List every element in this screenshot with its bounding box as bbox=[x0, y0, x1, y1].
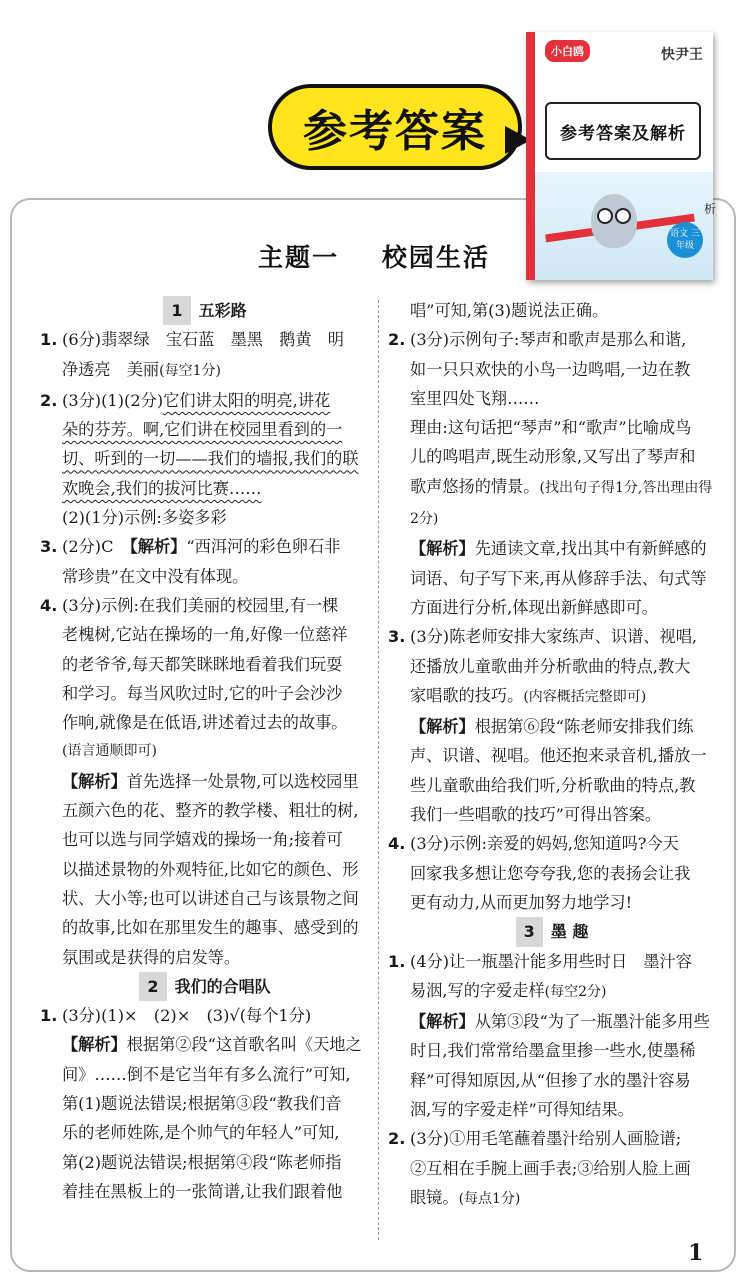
score-note: (每点1分) bbox=[458, 1190, 521, 1207]
analysis-text: 状、大小等;也可以讲述自己与该景物之间 bbox=[62, 888, 359, 908]
analysis-tag: 【解析】 bbox=[410, 717, 475, 737]
bird-eye-icon bbox=[597, 208, 613, 224]
question-number: 4. bbox=[388, 834, 406, 854]
answer-line: (3分)示例:亲爱的妈妈,您知道吗?今天 bbox=[410, 834, 679, 854]
section-heading bbox=[40, 296, 370, 325]
answer-line: 家唱歌的技巧。 bbox=[410, 685, 524, 705]
question-number: 3. bbox=[40, 537, 58, 557]
analysis-text: 方面进行分析,体现出新鲜感即可。 bbox=[410, 597, 658, 617]
analysis-tag: 【解析】 bbox=[62, 1035, 127, 1055]
analysis-tag: 【解析】 bbox=[410, 539, 475, 559]
analysis-text: 从第③段“为了一瓶墨汁能多用些 bbox=[474, 1012, 710, 1032]
section-heading bbox=[388, 917, 716, 946]
answer-line: (2)(1分)示例:多姿多彩 bbox=[62, 508, 227, 528]
answer-line: 更有动力,从而更加努力地学习! bbox=[410, 892, 633, 912]
answer-line: 理由:这句话把“琴声”和“歌声”比喻成鸟 bbox=[410, 418, 692, 438]
book-title: 参考答案及解析 bbox=[560, 123, 686, 144]
answer-text: (2分)C bbox=[62, 537, 114, 557]
page-title: 主题一 校园生活 bbox=[258, 243, 490, 272]
score-note: (语言通顺即可) bbox=[62, 743, 157, 760]
analysis-text: 的故事,比如在那里发生的趣事、感受到的 bbox=[62, 918, 359, 938]
answer-line: 回家我多想让您夸夸我,您的表扬会让我 bbox=[410, 863, 691, 883]
answer-line: 净透亮 美丽 bbox=[62, 359, 160, 379]
analysis-text: 词语、句子写下来,再从修辞手法、句式等 bbox=[410, 568, 707, 588]
left-column bbox=[40, 296, 370, 1206]
analysis-text: “西洱河的彩色卵石非 bbox=[186, 537, 341, 557]
analysis-text: 也可以选与同学嬉戏的操场一角;接着可 bbox=[62, 830, 343, 850]
question-number: 1. bbox=[40, 1006, 58, 1026]
answer-line: (3分)(1)× (2)× (3)√(每个1分) bbox=[62, 1006, 312, 1026]
analysis-text: 氛围或是获得的启发等。 bbox=[62, 947, 241, 967]
answer-line: 和学习。每当风吹过时,它的叶子会沙沙 bbox=[62, 683, 343, 703]
section-name: 五彩路 bbox=[198, 301, 247, 320]
question-item bbox=[388, 947, 716, 1125]
answer-line: 室里四处飞翔…… bbox=[410, 388, 540, 408]
analysis-text: 以描述景物的外观特征,比如它的颜色、形 bbox=[62, 859, 359, 879]
question-number: 2. bbox=[388, 330, 406, 350]
book-illustration bbox=[535, 172, 713, 280]
question-item bbox=[40, 532, 370, 591]
question-item bbox=[388, 622, 716, 829]
score-note: (每空2分) bbox=[544, 983, 607, 1000]
book-logo: 小白鸥 bbox=[545, 40, 590, 62]
analysis-tag: 【解析】 bbox=[62, 771, 127, 791]
answer-line: ②互相在手腕上画手表;③给别人脸上画 bbox=[410, 1158, 691, 1178]
answer-line: (3分)①用毛笔蘸着墨汁给别人画脸谱; bbox=[410, 1129, 682, 1149]
answer-line: (4分)让一瓶墨汁能多用些时日 墨汁容 bbox=[410, 951, 692, 971]
question-item bbox=[40, 591, 370, 972]
answer-line: 老槐树,它站在操场的一角,好像一位慈祥 bbox=[62, 625, 348, 645]
column-divider bbox=[378, 300, 379, 1240]
book-subject-badge: 语文 三年级 bbox=[667, 222, 703, 258]
analysis-text: 唱”可知,第(3)题说法正确。 bbox=[410, 301, 609, 320]
section-number: 2 bbox=[139, 972, 166, 1001]
analysis-text: 我们一些唱歌的技巧”可得出答案。 bbox=[410, 805, 662, 825]
analysis-text: 常珍贵”在文中没有体现。 bbox=[62, 566, 249, 586]
answer-line: 如一只只欢快的小鸟一边鸣唱,一边在教 bbox=[410, 359, 691, 379]
analysis-tag: 【解析】 bbox=[410, 1012, 475, 1032]
answer-line: 儿的鸣唱声,既生动形象,又写出了琴声和 bbox=[410, 447, 696, 467]
analysis-text: 五颜六色的花、整齐的教学楼、粗壮的树, bbox=[62, 801, 359, 821]
question-number: 1. bbox=[40, 330, 58, 350]
answer-line: 易洇,写的字爱走样 bbox=[410, 980, 545, 1000]
analysis-text: 乐的老师姓陈,是个帅气的年轻人”可知, bbox=[62, 1123, 340, 1143]
analysis-text: 根据第⑥段“陈老师安排我们练 bbox=[474, 717, 694, 737]
section-name: 我们的合唱队 bbox=[174, 976, 271, 996]
answer-prefix: (3分)(1)(2分) bbox=[62, 390, 164, 410]
right-column bbox=[388, 296, 716, 1214]
wavy-underlined-text: 朵的芬芳。啊,它们讲在校园里看到的一 bbox=[62, 420, 343, 440]
answer-line: (6分)翡翠绿 宝石蓝 墨黑 鹅黄 明 bbox=[62, 330, 344, 350]
analysis-text: 声、识谱、视唱。他还抱来录音机,播放一 bbox=[410, 746, 707, 766]
book-header bbox=[535, 32, 713, 104]
wavy-underlined-text: 切、听到的一切——我们的墙报,我们的联 bbox=[62, 449, 359, 469]
banner-title: 参考答案 bbox=[303, 106, 487, 157]
book-brand: 快尹王 bbox=[661, 47, 703, 63]
answer-line: 的老爷爷,每天都笑眯眯地看着我们玩耍 bbox=[62, 654, 343, 674]
question-number: 1. bbox=[388, 951, 406, 971]
question-item bbox=[388, 325, 716, 622]
score-note: (内容概括完整即可) bbox=[523, 688, 647, 705]
section-name: 墨 趣 bbox=[550, 922, 589, 942]
question-item bbox=[388, 1124, 716, 1214]
question-item bbox=[40, 1001, 370, 1206]
answer-line: (3分)陈老师安排大家练声、识谱、视唱, bbox=[410, 627, 698, 647]
question-number: 2. bbox=[40, 390, 58, 410]
section-number: 3 bbox=[516, 917, 543, 946]
question-item bbox=[40, 325, 370, 386]
page-number: 1 bbox=[688, 1240, 704, 1266]
analysis-text: 些儿童歌曲给我们听,分析歌曲的特点,教 bbox=[410, 775, 696, 795]
answer-line: 眼镜。 bbox=[410, 1187, 459, 1207]
question-number: 2. bbox=[388, 1129, 406, 1149]
section-number: 1 bbox=[163, 296, 190, 325]
answer-line: (3分)示例句子:琴声和歌声是那么和谐, bbox=[410, 330, 687, 350]
question-number: 3. bbox=[388, 627, 406, 647]
analysis-text: 释”可得知原因,从“但掺了水的墨汁容易 bbox=[410, 1070, 691, 1090]
wavy-underlined-text: 欢晚会,我们的拔河比赛…… bbox=[62, 478, 262, 498]
answer-line: 歌声悠扬的情景。 bbox=[410, 476, 540, 496]
bird-mascot-icon bbox=[591, 194, 637, 248]
side-text: 析 bbox=[704, 202, 717, 216]
answer-line: 还播放儿童歌曲并分析歌曲的特点,教大 bbox=[410, 656, 691, 676]
answer-line: (3分)示例:在我们美丽的校园里,有一棵 bbox=[62, 595, 339, 615]
analysis-text: 先通读文章,找出其中有新鲜感的 bbox=[474, 539, 707, 559]
question-item bbox=[40, 386, 370, 532]
question-item bbox=[388, 829, 716, 917]
wavy-underlined-text: 它们讲太阳的明亮,讲花 bbox=[163, 390, 331, 410]
question-number: 4. bbox=[40, 595, 58, 615]
analysis-text: 第(2)题说法错误;根据第④段“陈老师指 bbox=[62, 1152, 342, 1172]
book-cover bbox=[526, 32, 713, 280]
analysis-tag: 【解析】 bbox=[129, 537, 187, 557]
book-title-band bbox=[545, 102, 701, 160]
section-heading bbox=[40, 972, 370, 1001]
score-note: (每空1分) bbox=[159, 362, 221, 379]
analysis-text: 第(1)题说法错误;根据第③段“教我们音 bbox=[62, 1094, 342, 1114]
bird-eye-icon bbox=[615, 208, 631, 224]
analysis-text: 根据第②段“这首歌名叫《天地之 bbox=[126, 1035, 362, 1055]
analysis-text: 间》……倒不是它当年有多么流行”可知, bbox=[62, 1064, 351, 1084]
analysis-text: 时日,我们常常给墨盒里掺一些水,使墨稀 bbox=[410, 1041, 696, 1061]
answer-banner bbox=[268, 84, 522, 170]
analysis-text: 洇,写的字爱走样”可得知结果。 bbox=[410, 1100, 634, 1120]
analysis-text: 首先选择一处景物,可以选校园里 bbox=[126, 771, 359, 791]
score-note: (找出句子得1分,答出理由得2分) bbox=[410, 479, 713, 528]
analysis-text: 着挂在黑板上的一张简谱,让我们跟着他 bbox=[62, 1181, 343, 1201]
answer-line: 作响,就像是在低语,讲述着过去的故事。 bbox=[62, 713, 348, 733]
